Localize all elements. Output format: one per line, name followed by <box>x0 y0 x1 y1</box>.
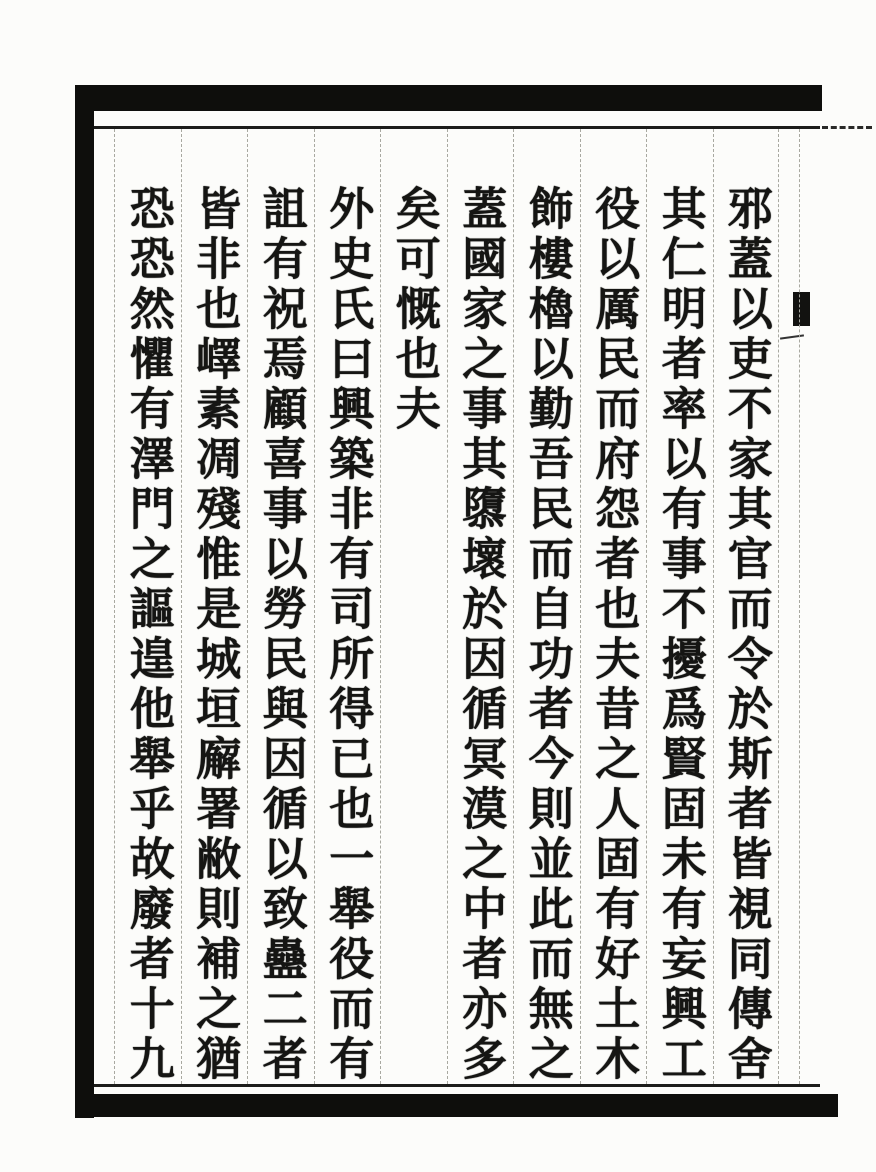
column-text: 役以厲民而府怨者也夫昔之人固有好土木 <box>587 185 641 1085</box>
column-text: 恐恐然懼有澤門之謳遑他舉乎故廢者十九 <box>121 185 175 1085</box>
text-column-3 <box>580 129 647 1084</box>
column-text: 蓋國家之事其隳壞於因循冥漠之中者亦多 <box>454 185 508 1085</box>
column-text: 外史氏曰興築非有司所得已也一舉役而有 <box>321 185 375 1085</box>
column-text: 邪蓋以吏不家其官而令於斯者皆視同傳舍 <box>719 185 773 1085</box>
text-column-1 <box>713 129 780 1084</box>
frame-border-left <box>75 85 94 1118</box>
column-text: 其仁明者率以有事不擾爲賢固未有妄興工 <box>653 185 707 1085</box>
text-column-8 <box>247 129 314 1084</box>
text-column-9 <box>181 129 248 1084</box>
column-text: 皆非也嶧素凋殘惟是城垣廨署敝則補之猶 <box>188 185 242 1085</box>
frame-border-bottom <box>75 1094 838 1117</box>
inner-rule-top-extension <box>822 126 872 129</box>
column-text: 矣可慨也夫 <box>387 185 441 435</box>
frame-border-top <box>75 85 822 111</box>
text-column-6 <box>380 129 447 1084</box>
text-column-10 <box>114 129 181 1084</box>
text-column-5 <box>447 129 514 1084</box>
column-text: 詛有祝焉顧喜事以勞民與因循以致蠱二者 <box>254 185 308 1085</box>
text-column-4 <box>513 129 580 1084</box>
text-area <box>94 129 800 1084</box>
text-column-2 <box>646 129 713 1084</box>
column-text: 飾樓櫓以勤吾民而自功者今則並此而無之 <box>520 185 574 1085</box>
text-column-7 <box>314 129 381 1084</box>
